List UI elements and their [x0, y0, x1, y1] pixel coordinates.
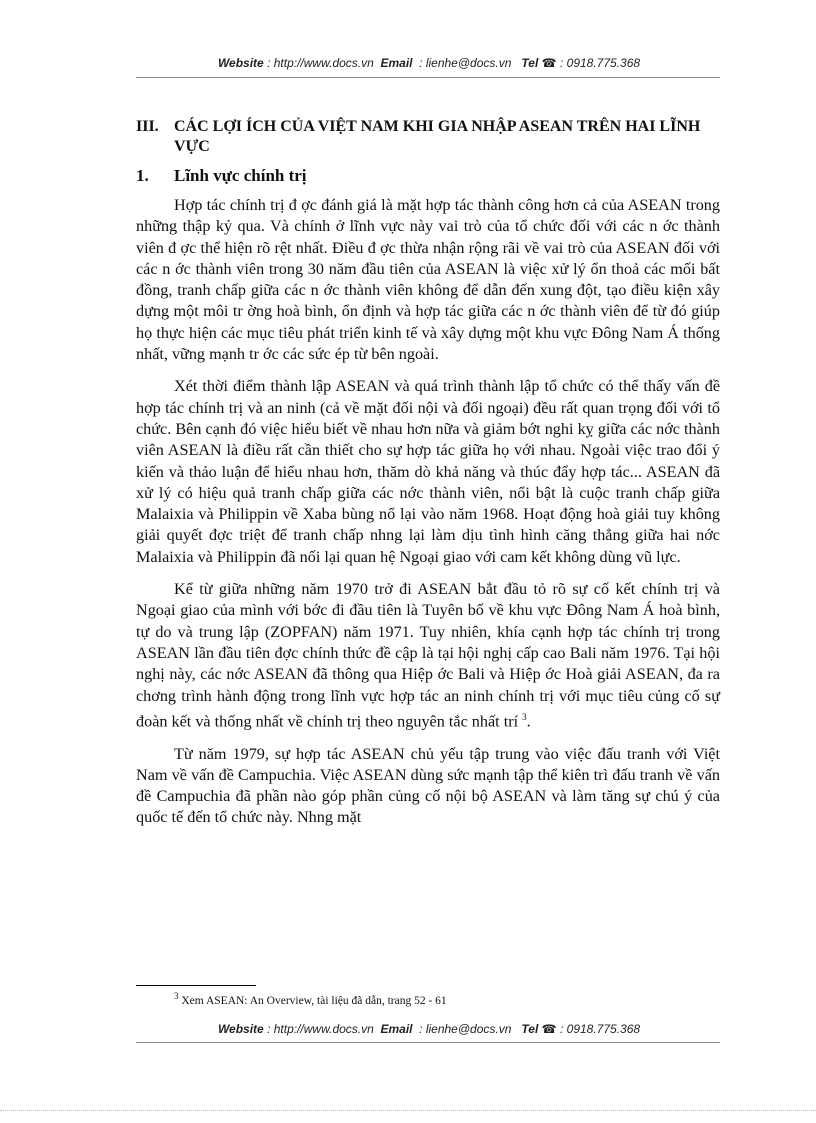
section-heading — [136, 117, 720, 157]
tel-value: 0918.775.368 — [566, 56, 641, 70]
paragraph: Từ năm 1979, sự hợp tác ASEAN chủ yếu tập trung vào việc đấu tranh với Việt Nam về vấn đề Campuchia. Việc ASEAN dùng sức mạnh tập thể kiên trì đấu tranh về vấn đề Campuchia đã phần nào góp phần củng cố nội bộ ASEAN và làm tăng sự chú ý của quốc tế đến tổ chức này. Nhng mặt — [136, 744, 720, 827]
telephone-icon: ☎ — [541, 56, 557, 70]
body-text — [136, 195, 720, 840]
section-number: III. — [136, 118, 159, 135]
subsection-title: Lĩnh vực chính trị — [174, 166, 307, 185]
website-label: Website — [217, 1022, 264, 1036]
paragraph: Hợp tác chính trị đ ợc đánh giá là mặt hợp tác thành công hơn cả của ASEAN trong những thập kỷ qua. Và chính ở lĩnh vực này vai trò của tổ chức đối với các n ớc thành viên đ ợc thể hiện rõ rệt nhất. Điều đ ợc thừa nhận rộng rãi về vai trò của ASEAN đối với các n ớc thành viên trong 30 năm đầu tiên của ASEAN là việc xử lý ổn thoả các mối bất đồng, tranh chấp giữa các n ớc thành viên không để dẫn đến xung đột, tạo điều kiện xây dựng một môi tr ờng hoà bình, ổn định và hợp tác giữa các n ớc thành viên để từ đó giúp họ thực hiện các mục tiêu phát triển kinh tế và xây dựng một khu vực Đông Nam Á thống nhất, vững mạnh tr ớc các sức ép từ bên ngoài. — [136, 196, 720, 364]
website-link[interactable]: http://www.docs.vn — [273, 1022, 374, 1036]
tel-value: 0918.775.368 — [566, 1022, 641, 1036]
email-link[interactable]: lienhe@docs.vn — [425, 1022, 512, 1036]
subsection-heading — [136, 165, 720, 187]
email-label: Email — [380, 56, 413, 70]
footnote-reference[interactable]: 3 — [522, 711, 527, 722]
paragraph: Kể từ giữa những năm 1970 trở đi ASEAN bắt đầu tỏ rõ sự cố kết chính trị và Ngoại giao của mình với bớc đi đầu tiên là Tuyên bố về khu vực Đông Nam Á hoà bình, tự do và trung lập (ZOPFAN) năm 1971. Tuy nhiên, khía cạnh hợp tác chính trị trong ASEAN lần đầu tiên đợc chính thức đề cập là tại hội nghị cấp cao Bali năm 1976. Tại hội nghị này, các nớc ASEAN đã thông qua Hiệp ớc Bali và Hiệp ớc Hoà giải ASEAN, đa ra chơng trình hành động trong lĩnh vực hợp tác an ninh chính trị với mục tiêu củng cố sự đoàn kết và thống nhất về chính trị theo nguyên tắc nhất trí $^3$. — [136, 580, 720, 731]
section-title: CÁC LỢI ÍCH CỦA VIỆT NAM KHI GIA NHẬP ASEAN TRÊN HAI LĨNH VỰC — [174, 118, 701, 155]
website-label: Website — [217, 56, 264, 70]
email-link[interactable]: lienhe@docs.vn — [425, 56, 512, 70]
footnote — [174, 991, 447, 1007]
page-footer: Website : http://www.docs.vn Email : lienhe@docs.vn Tel ☎ : 0918.775.368 — [217, 1022, 641, 1036]
email-label: Email — [380, 1022, 413, 1036]
footnote-marker: 3 — [174, 991, 179, 1001]
telephone-icon: ☎ — [541, 1022, 557, 1036]
footnote-text: Xem ASEAN: An Overview, tài liệu đã dẫn, trang 52 - 61 — [181, 994, 447, 1007]
header-rule — [136, 77, 720, 78]
footer-rule — [136, 1042, 720, 1043]
subsection-number: 1. — [136, 166, 149, 185]
paragraph: Xét thời điểm thành lập ASEAN và quá trình thành lập tổ chức có thể thấy vấn đề hợp tác chính trị và an ninh (cả về mặt đối nội và đối ngoại) đều rất quan trọng đối với tổ chức. Bên cạnh đó việc hiểu biết về nhau hơn nữa và giảm bớt nghi kỵ giữa các nớc thành viên ASEAN là điều rất cần thiết cho sự hợp tác giữa họ với nhau. Ngoài việc trao đổi ý kiến và thảo luận để hiểu nhau hơn, thăm dò khả năng và thúc đẩy hợp tác... ASEAN đã xử lý có hiệu quả tranh chấp giữa các nớc thành viên, nổi bật là cuộc tranh chấp giữa Malaixia và Philippin về Xaba bùng nổ lại vào năm 1968. Hoạt động hoà giải tuy không giải quyết đợc triệt để tranh chấp nhng lại làm dịu tình hình căng thẳng giữa hai nớc Malaixia và Philippin đã nối lại quan hệ Ngoại giao với cam kết không dùng vũ lực. — [136, 377, 720, 566]
page-break-line — [0, 1110, 816, 1111]
footnote-separator — [136, 985, 256, 986]
tel-label: Tel — [521, 1022, 539, 1036]
website-link[interactable]: http://www.docs.vn — [273, 56, 374, 70]
paragraph-text: Kể từ giữa những năm 1970 trở đi ASEAN bắt đầu tỏ rõ sự cố kết chính trị và Ngoại giao của mình với bớc đi đầu tiên là Tuyên bố về khu vực Đông Nam Á hoà bình, tự do và trung lập (ZOPFAN) năm 1971. Tuy nhiên, khía cạnh hợp tác chính trị trong ASEAN lần đầu tiên đợc chính thức đề cập là tại hội nghị cấp cao Bali năm 1976. Tại hội nghị này, các nớc ASEAN đã thông qua Hiệp ớc Bali và Hiệp ớc Hoà giải ASEAN, đa ra chơng trình hành động trong lĩnh vực hợp tác an ninh chính trị với mục tiêu củng cố sự đoàn kết và thống nhất về chính trị theo nguyên tắc nhất trí — [136, 580, 720, 731]
page-header: Website : http://www.docs.vn Email : lienhe@docs.vn Tel ☎ : 0918.775.368 — [217, 56, 641, 70]
tel-label: Tel — [521, 56, 539, 70]
